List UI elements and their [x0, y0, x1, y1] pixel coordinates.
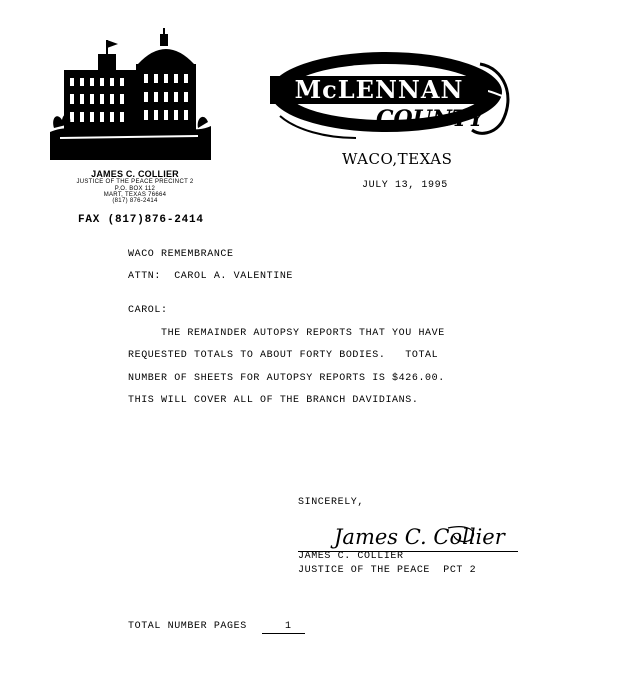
- total-pages-underline: [262, 633, 305, 634]
- sender-title: JUSTICE OF THE PEACE PRECINCT 2: [76, 179, 194, 186]
- signer-name: JAMES C. COLLIER: [298, 551, 404, 562]
- salutation: CAROL:: [128, 305, 168, 316]
- svg-text:McLENNAN: McLENNAN: [294, 75, 464, 104]
- svg-text:James C. Collier: James C. Collier: [334, 525, 505, 549]
- sender-box: P.O. BOX 112: [114, 185, 156, 192]
- sender-name: JAMES C. COLLIER: [91, 169, 179, 179]
- body-line: NUMBER OF SHEETS FOR AUTOPSY REPORTS IS $426.00.: [128, 373, 445, 384]
- signature-image: [330, 522, 505, 552]
- closing: SINCERELY,: [298, 497, 365, 508]
- body-line: THIS WILL COVER ALL OF THE BRANCH DAVIDIANS.: [128, 395, 419, 406]
- body-line: REQUESTED TOTALS TO ABOUT FORTY BODIES. TOTAL: [128, 350, 439, 361]
- body-line: THE REMAINDER AUTOPSY REPORTS THAT YOU HAVE: [128, 328, 445, 339]
- attention-line: ATTN: CAROL A. VALENTINE: [128, 271, 294, 282]
- letter-date: JULY 13, 1995: [362, 180, 448, 191]
- sender-phone: (817) 876-2414: [112, 198, 158, 205]
- total-pages-label: TOTAL NUMBER PAGES: [128, 621, 247, 632]
- courthouse-emblem: [48, 28, 213, 160]
- sender-block: [60, 170, 210, 205]
- signer-title: JUSTICE OF THE PEACE PCT 2: [298, 565, 477, 576]
- city-heading: WACO,TEXAS: [342, 150, 453, 168]
- total-pages-value: 1: [285, 621, 292, 632]
- sender-city: MART, TEXAS 76664: [103, 192, 167, 199]
- svg-text:COUNTY: COUNTY: [375, 106, 485, 132]
- county-logo: [266, 46, 518, 146]
- fax-number: FAX (817)876-2414: [78, 214, 204, 226]
- recipient: WACO REMEMBRANCE: [128, 249, 234, 260]
